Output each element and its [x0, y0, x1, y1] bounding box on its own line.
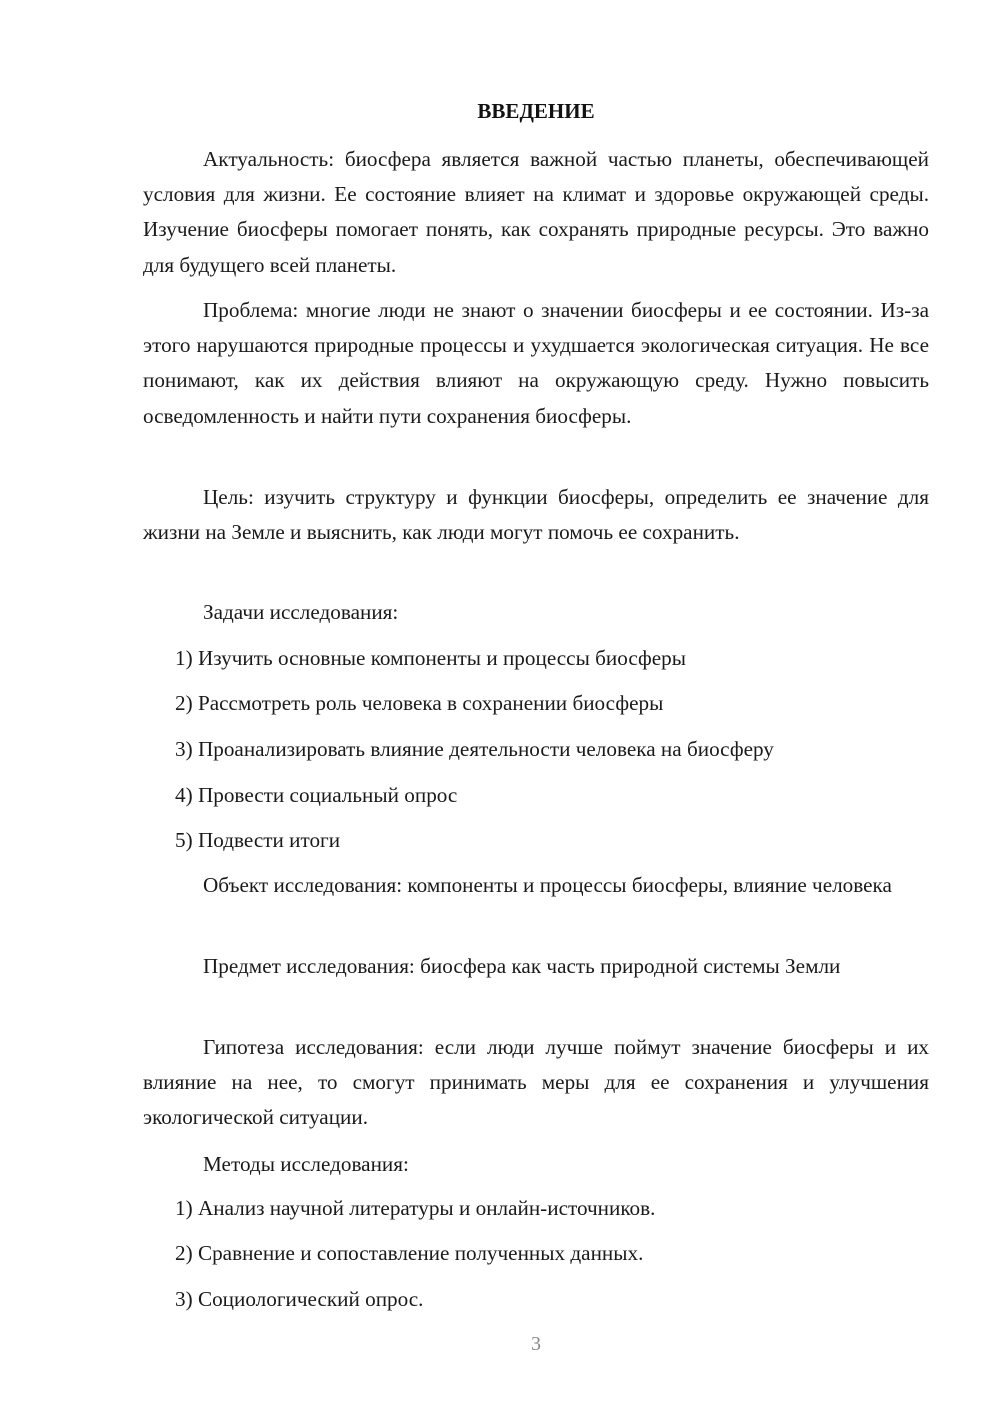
- task-item: 1) Изучить основные компоненты и процессы биосферы: [175, 646, 686, 670]
- paragraph-subject: Предмет исследования: биосфера как часть природной системы Земли: [203, 954, 841, 978]
- page-title: ВВЕДЕНИЕ: [477, 99, 595, 123]
- paragraph-goal: Цель: изучить структуру и функции биосферы, определить ее значение для жизни на Земле и выяснить, как люди могут помочь ее сохранить.: [143, 485, 929, 545]
- paragraph-object: Объект исследования: компоненты и процессы биосферы, влияние человека: [203, 873, 892, 897]
- method-item: 1) Анализ научной литературы и онлайн-источников.: [175, 1196, 656, 1220]
- methods-heading: Методы исследования:: [203, 1152, 409, 1176]
- paragraph-relevance: Актуальность: биосфера является важной частью планеты, обеспечивающей условия для жизни. Ее состояние влияет на климат и здоровье окружающей среды. Изучение биосферы помогает понять, как сохранять природные ресурсы. Это важно для будущего всей планеты.: [143, 147, 929, 277]
- page-number: 3: [531, 1333, 541, 1355]
- task-item: 2) Рассмотреть роль человека в сохранении биосферы: [175, 691, 664, 715]
- task-item: 5) Подвести итоги: [175, 828, 341, 852]
- method-item: 3) Социологический опрос.: [175, 1287, 424, 1311]
- paragraph-hypothesis: Гипотеза исследования: если люди лучше поймут значение биосферы и их влияние на нее, то смогут принимать меры для ее сохранения и улучшения экологической ситуации.: [143, 1035, 929, 1130]
- tasks-heading: Задачи исследования:: [203, 600, 399, 624]
- task-item: 3) Проанализировать влияние деятельности человека на биосферу: [175, 737, 774, 761]
- method-item: 2) Сравнение и сопоставление полученных данных.: [175, 1241, 644, 1265]
- paragraph-problem: Проблема: многие люди не знают о значении биосферы и ее состоянии. Из-за этого нарушаются природные процессы и ухудшается экологическая ситуация. Не все понимают, как их действия влияют на окружающую среду. Нужно повысить осведомленность и найти пути сохранения биосферы.: [143, 298, 929, 428]
- task-item: 4) Провести социальный опрос: [175, 783, 458, 807]
